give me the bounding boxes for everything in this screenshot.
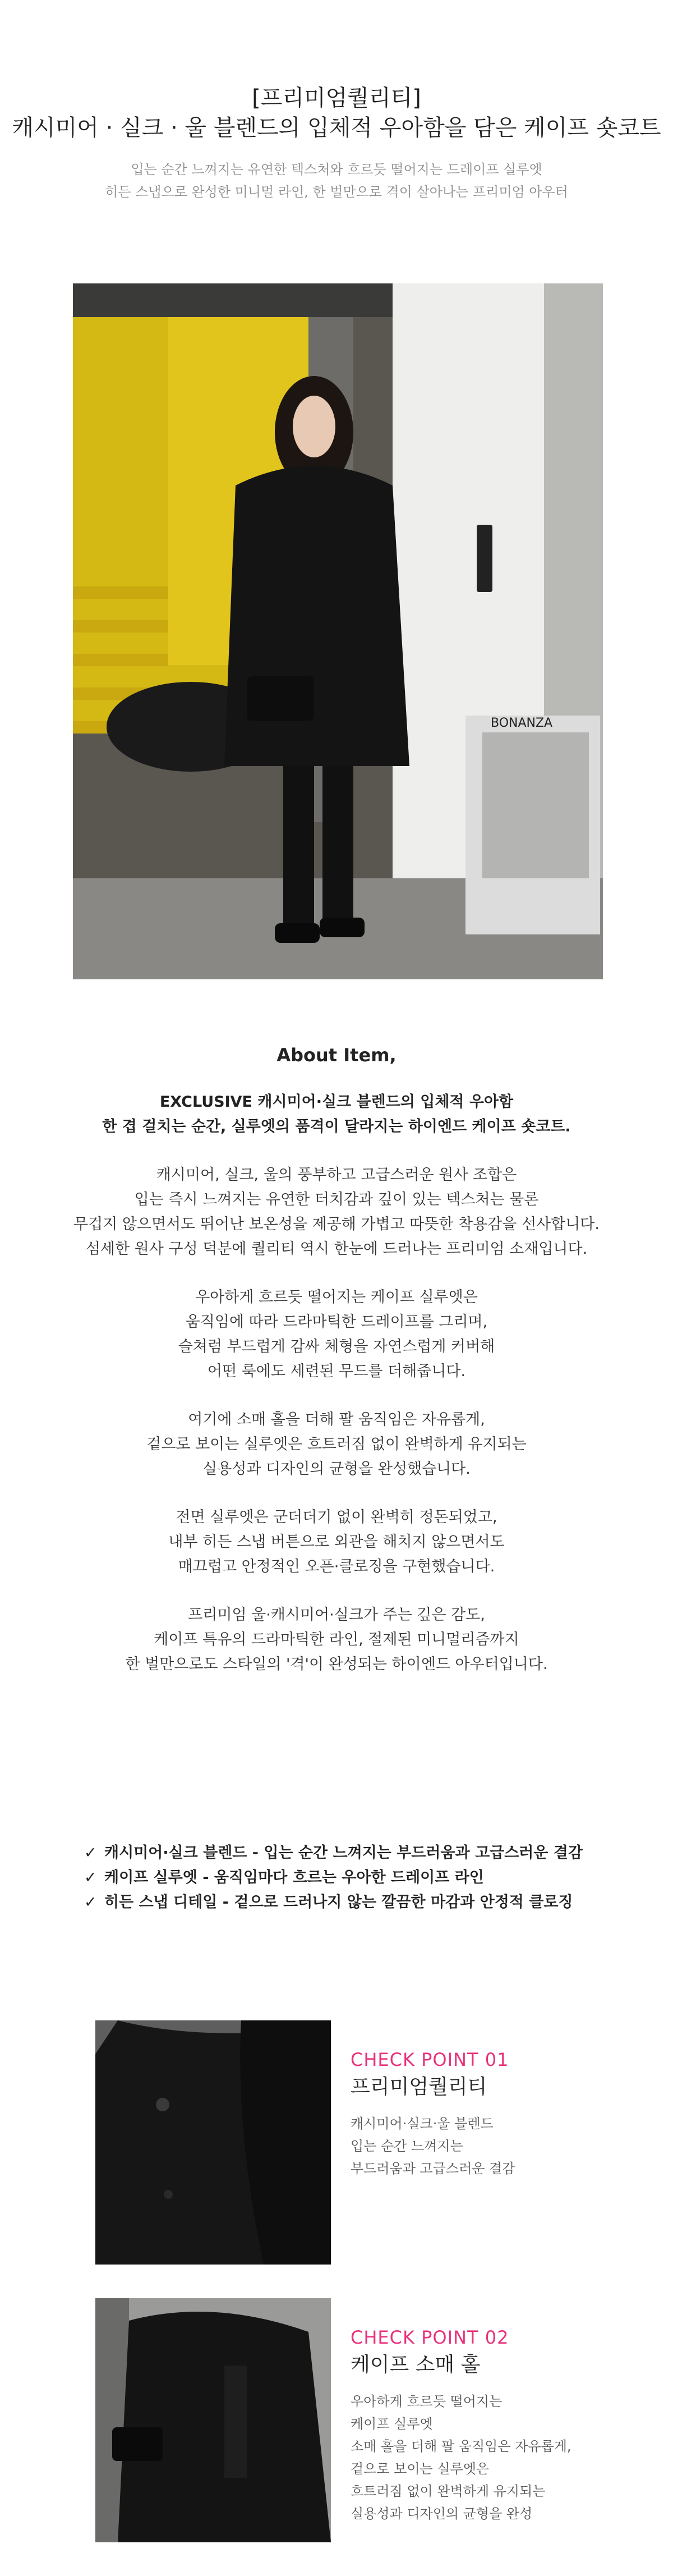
checklist-text: 캐시미어·실크 블렌드 - 입는 순간 느껴지는 부드러움과 고급스러운 결감 xyxy=(104,1844,583,1862)
check-point-02-text xyxy=(351,2326,665,2525)
desc-line: 겉으로 보이는 실루엣은 xyxy=(351,2461,490,2477)
desc-line: 캐시미어·실크·울 블렌드 xyxy=(351,2116,494,2132)
about-paragraph xyxy=(0,1163,673,1262)
about-paragraph xyxy=(0,1603,673,1677)
header xyxy=(0,84,673,203)
paragraph-line: 움직임에 따라 드라마틱한 드레이프를 그리며, xyxy=(185,1313,488,1331)
lead-line: 한 겹 걸치는 순간, 실루엣의 품격이 달라지는 하이엔드 케이프 숏코트. xyxy=(102,1118,571,1135)
feature-checklist xyxy=(84,1841,645,1915)
paragraph-line: 입는 즉시 느껴지는 유연한 터치감과 깊이 있는 텍스처는 물론 xyxy=(134,1191,539,1208)
hero-photo-illustration xyxy=(73,283,603,979)
checklist-item xyxy=(84,1865,645,1890)
desc-line: 실용성과 디자인의 균형을 완성 xyxy=(351,2506,533,2522)
check-point-01-text xyxy=(351,2048,665,2180)
fabric-closeup-illustration xyxy=(95,2020,331,2265)
check-point-label: CHECK POINT 01 xyxy=(351,2049,509,2070)
paragraph-line: 무겁지 않으면서도 뛰어난 보온성을 제공해 가볍고 따뜻한 착용감을 선사합니다. xyxy=(73,1216,600,1233)
checklist-item xyxy=(84,1841,645,1865)
paragraph-line: 슬쳐럼 부드럽게 감싸 체형을 자연스럽게 커버해 xyxy=(178,1338,495,1355)
paragraph-line: 실용성과 디자인의 균형을 완성했습니다. xyxy=(202,1460,471,1478)
paragraph-line: 우아하게 흐르듯 떨어지는 케이프 실루엣은 xyxy=(195,1289,478,1306)
check-icon: ✓ xyxy=(84,1869,97,1886)
check-point-desc xyxy=(351,2112,665,2180)
paragraph-line: 프리미엄 울·캐시미어·실크가 주는 깊은 감도, xyxy=(188,1606,485,1624)
paragraph-line: 전면 실루엣은 군더더기 없이 완벽히 정돈되었고, xyxy=(176,1509,497,1526)
page-title: 캐시미어 · 실크 · 울 블렌드의 입체적 우아함을 담은 케이프 숏코트 xyxy=(12,115,661,141)
subtitle-line-2: 히든 스냅으로 완성한 미니멀 라인, 한 벌만으로 격이 살아나는 프리미엄 아우터 xyxy=(105,184,568,200)
about-paragraph xyxy=(0,1408,673,1482)
hero-photo xyxy=(73,283,603,979)
sign-text: BONANZA xyxy=(491,716,553,730)
lead-line: EXCLUSIVE 캐시미어·실크 블렌드의 입체적 우아함 xyxy=(159,1093,514,1111)
desc-line: 흐트러짐 없이 완벽하게 유지되는 xyxy=(351,2483,546,2499)
about-heading: About Item, xyxy=(276,1044,397,1066)
paragraph-line: 케이프 특유의 드라마틱한 라인, 절제된 미니멀리즘까지 xyxy=(154,1631,519,1648)
check-point-label: CHECK POINT 02 xyxy=(351,2327,509,2348)
about-paragraph xyxy=(0,1285,673,1384)
check-point-name: 프리미엄퀄리티 xyxy=(351,2075,487,2098)
check-icon: ✓ xyxy=(84,1844,97,1862)
paragraph-line: 한 벌만으로도 스타일의 '격'이 완성되는 하이엔드 아우터입니다. xyxy=(125,1656,548,1673)
desc-line: 부드러움과 고급스러운 결감 xyxy=(351,2161,515,2176)
desc-line: 케이프 실루엣 xyxy=(351,2416,433,2432)
check-point-desc xyxy=(351,2390,665,2525)
paragraph-line: 여기에 소매 홀을 더해 팔 움직임은 자유롭게, xyxy=(188,1411,485,1428)
about-lead xyxy=(0,1090,673,1139)
check-point-name: 케이프 소매 홀 xyxy=(351,2353,481,2376)
paragraph-line: 겉으로 보이는 실루엣은 흐트러짐 없이 완벽하게 유지되는 xyxy=(146,1436,527,1453)
checklist-text: 케이프 실루엣 - 움직임마다 흐르는 우아한 드레이프 라인 xyxy=(104,1869,484,1886)
desc-line: 우아하게 흐르듯 떨어지는 xyxy=(351,2394,503,2409)
check-point-02-photo xyxy=(95,2298,331,2542)
paragraph-line: 매끄럽고 안정적인 오픈·클로징을 구현했습니다. xyxy=(178,1558,495,1575)
quality-tag: [프리미엄퀄리티] xyxy=(252,85,421,111)
subtitle-line-1: 입는 순간 느껴지는 유연한 텍스처와 흐르듯 떨어지는 드레이프 실루엣 xyxy=(131,162,542,177)
checklist-item xyxy=(84,1890,645,1915)
about-item-section xyxy=(0,1044,673,1677)
paragraph-line: 내부 히든 스냅 버튼으로 외관을 해치지 않으면서도 xyxy=(168,1533,505,1551)
checklist-text: 히든 스냅 디테일 - 겉으로 드러나지 않는 깔끔한 마감과 안정적 클로징 xyxy=(104,1894,573,1911)
desc-line: 소매 홀을 더해 팔 움직임은 자유롭게, xyxy=(351,2439,571,2454)
paragraph-line: 어떤 룩에도 세련된 무드를 더해줍니다. xyxy=(207,1363,466,1380)
about-paragraph xyxy=(0,1505,673,1579)
desc-line: 입는 순간 느껴지는 xyxy=(351,2138,463,2154)
check-icon: ✓ xyxy=(84,1894,97,1911)
check-point-01-photo xyxy=(95,2020,331,2265)
paragraph-line: 섬세한 원사 구성 덕분에 퀄리티 역시 한눈에 드러나는 프리미엄 소재입니다. xyxy=(85,1240,588,1258)
paragraph-line: 캐시미어, 실크, 울의 풍부하고 고급스러운 원사 조합은 xyxy=(156,1166,517,1184)
sleeve-hole-illustration xyxy=(95,2298,331,2542)
